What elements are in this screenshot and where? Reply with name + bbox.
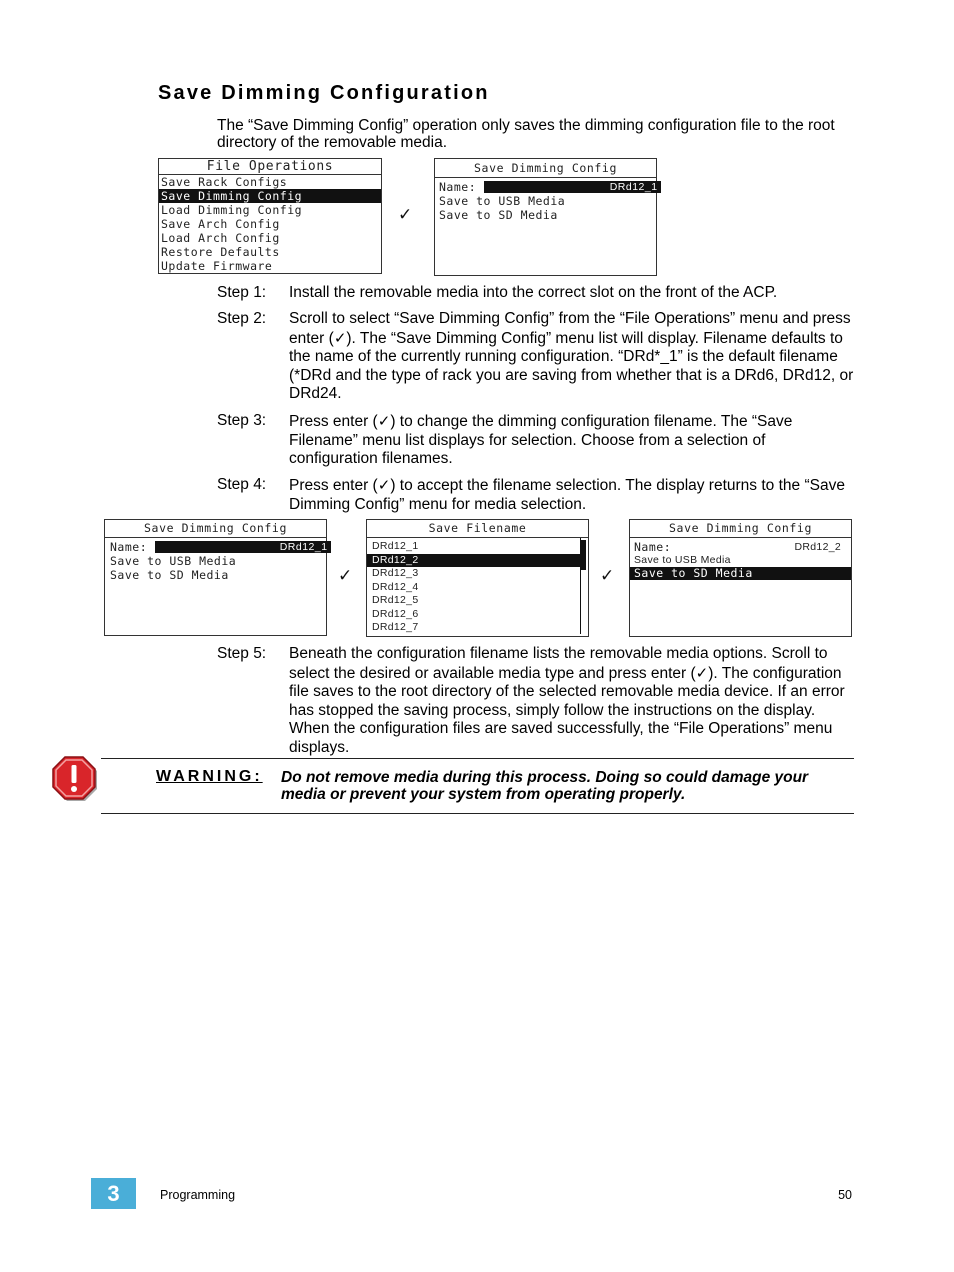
lcd-header: Save Dimming Config (435, 159, 656, 178)
footer-section: Programming (160, 1188, 236, 1202)
name-label: Name: (110, 540, 148, 554)
step-text: Beneath the configuration filename lists the removable media options. Scroll to select the desired or available media type and press enter ( (289, 645, 828, 682)
lcd-header: Save Filename (367, 520, 588, 538)
step-label: Step 5: (217, 645, 267, 662)
list-item: DRd12_6 (372, 607, 419, 620)
lcd-header: Save Dimming Config (630, 520, 851, 538)
warning-octagon-icon (50, 754, 98, 802)
step-text: ) to change the dimming configuration filename. The “Save Filename” menu list displays for selection. Choose from a selection of configuration filenames. (289, 413, 793, 467)
step-5 (217, 645, 857, 757)
warning-text: Do not remove media during this process. Doing so could damage your media or prevent your system from operating properly. (281, 769, 809, 803)
section-title: Save Dimming Configuration (158, 82, 490, 104)
name-label: Name: (634, 540, 672, 554)
menu-item-selected: Save to SD Media (630, 567, 851, 580)
enter-check-icon: ✓ (333, 328, 347, 347)
enter-check-icon: ✓ (695, 663, 709, 682)
step-label: Step 4: (217, 476, 267, 493)
menu-item: Update Firmware (161, 259, 273, 273)
list-item: DRd12_5 (372, 594, 419, 606)
menu-item-selected: Save Dimming Config (159, 189, 381, 203)
menu-item: Save Rack Configs (161, 175, 288, 189)
warning-bottom-rule (101, 813, 854, 814)
menu-item: Restore Defaults (161, 245, 280, 259)
menu-item: Save to USB Media (634, 554, 731, 566)
name-row (105, 540, 326, 554)
step-text: Press enter ( (289, 413, 378, 430)
step-text: Install the removable media into the correct slot on the front of the ACP. (289, 284, 778, 301)
menu-item: Save Arch Config (161, 217, 280, 231)
list-item: DRd12_4 (372, 580, 419, 593)
name-value: DRd12_1 (155, 541, 331, 553)
enter-check-icon: ✓ (338, 566, 353, 586)
chapter-tab: 3 (91, 1178, 136, 1209)
step-label: Step 3: (217, 412, 267, 429)
lcd-save-dimming-config-media (629, 519, 852, 637)
menu-item: Save to SD Media (110, 568, 229, 582)
list-item-selected: DRd12_2 (367, 554, 580, 568)
enter-check-icon: ✓ (377, 476, 391, 494)
enter-check-icon: ✓ (398, 205, 413, 225)
intro-paragraph: The “Save Dimming Config” operation only saves the dimming configuration file to the root directory of the removable media. (217, 117, 835, 151)
lcd-save-dimming-config-name (104, 519, 327, 636)
list-item: DRd12_7 (372, 621, 419, 633)
name-row (435, 180, 656, 194)
menu-item: Save to SD Media (439, 208, 558, 222)
step-label: Step 2: (217, 310, 267, 327)
name-label: Name: (439, 180, 477, 194)
step-text: ) to accept the filename selection. The display returns to the “Save Dimming Config” menu for media selection. (289, 477, 845, 513)
lcd-header: File Operations (159, 159, 381, 175)
name-row (630, 540, 851, 554)
warning-label: WARNING: (156, 768, 263, 785)
page-number: 50 (838, 1188, 852, 1202)
step-2 (217, 310, 857, 404)
step-label: Step 1: (217, 284, 267, 301)
menu-item: Save to USB Media (110, 554, 237, 568)
step-text: ). The configuration file saves to the root directory of the selected removable media device. If an error has stopped the saving process, simply follow the instructions on the display. When the configuration files are saved successfully, the “File Operations” menu displays. (289, 664, 845, 756)
step-text: Scroll to select “Save Dimming Config” from the “File Operations” menu and press enter ( (289, 310, 851, 347)
scrollbar-thumb (581, 540, 586, 570)
warning-top-rule (101, 758, 854, 759)
step-text: ). The “Save Dimming Config” menu list will display. Filename defaults to the name of the currently running configuration. “DRd*_1” is the default filename (*DRd and the type of rack you are saving from whether that is a DRd6, DRd12, or DRd24. (289, 329, 854, 402)
list-item: DRd12_1 (372, 540, 419, 552)
step-1 (217, 284, 857, 303)
lcd-header: Save Dimming Config (105, 520, 326, 538)
enter-check-icon: ✓ (600, 566, 615, 586)
step-4 (217, 476, 857, 514)
menu-item: Save to USB Media (439, 194, 566, 208)
list-item: DRd12_3 (372, 567, 419, 579)
name-value: DRd12_2 (794, 541, 841, 553)
name-value: DRd12_1 (484, 181, 661, 193)
lcd-save-dimming-config (434, 158, 657, 276)
step-text: Press enter ( (289, 477, 378, 494)
enter-check-icon: ✓ (377, 412, 391, 430)
menu-item: Load Dimming Config (161, 203, 303, 217)
menu-item: Load Arch Config (161, 231, 280, 245)
lcd-file-operations (158, 158, 382, 274)
step-3 (217, 412, 857, 469)
lcd-save-filename (366, 519, 589, 637)
